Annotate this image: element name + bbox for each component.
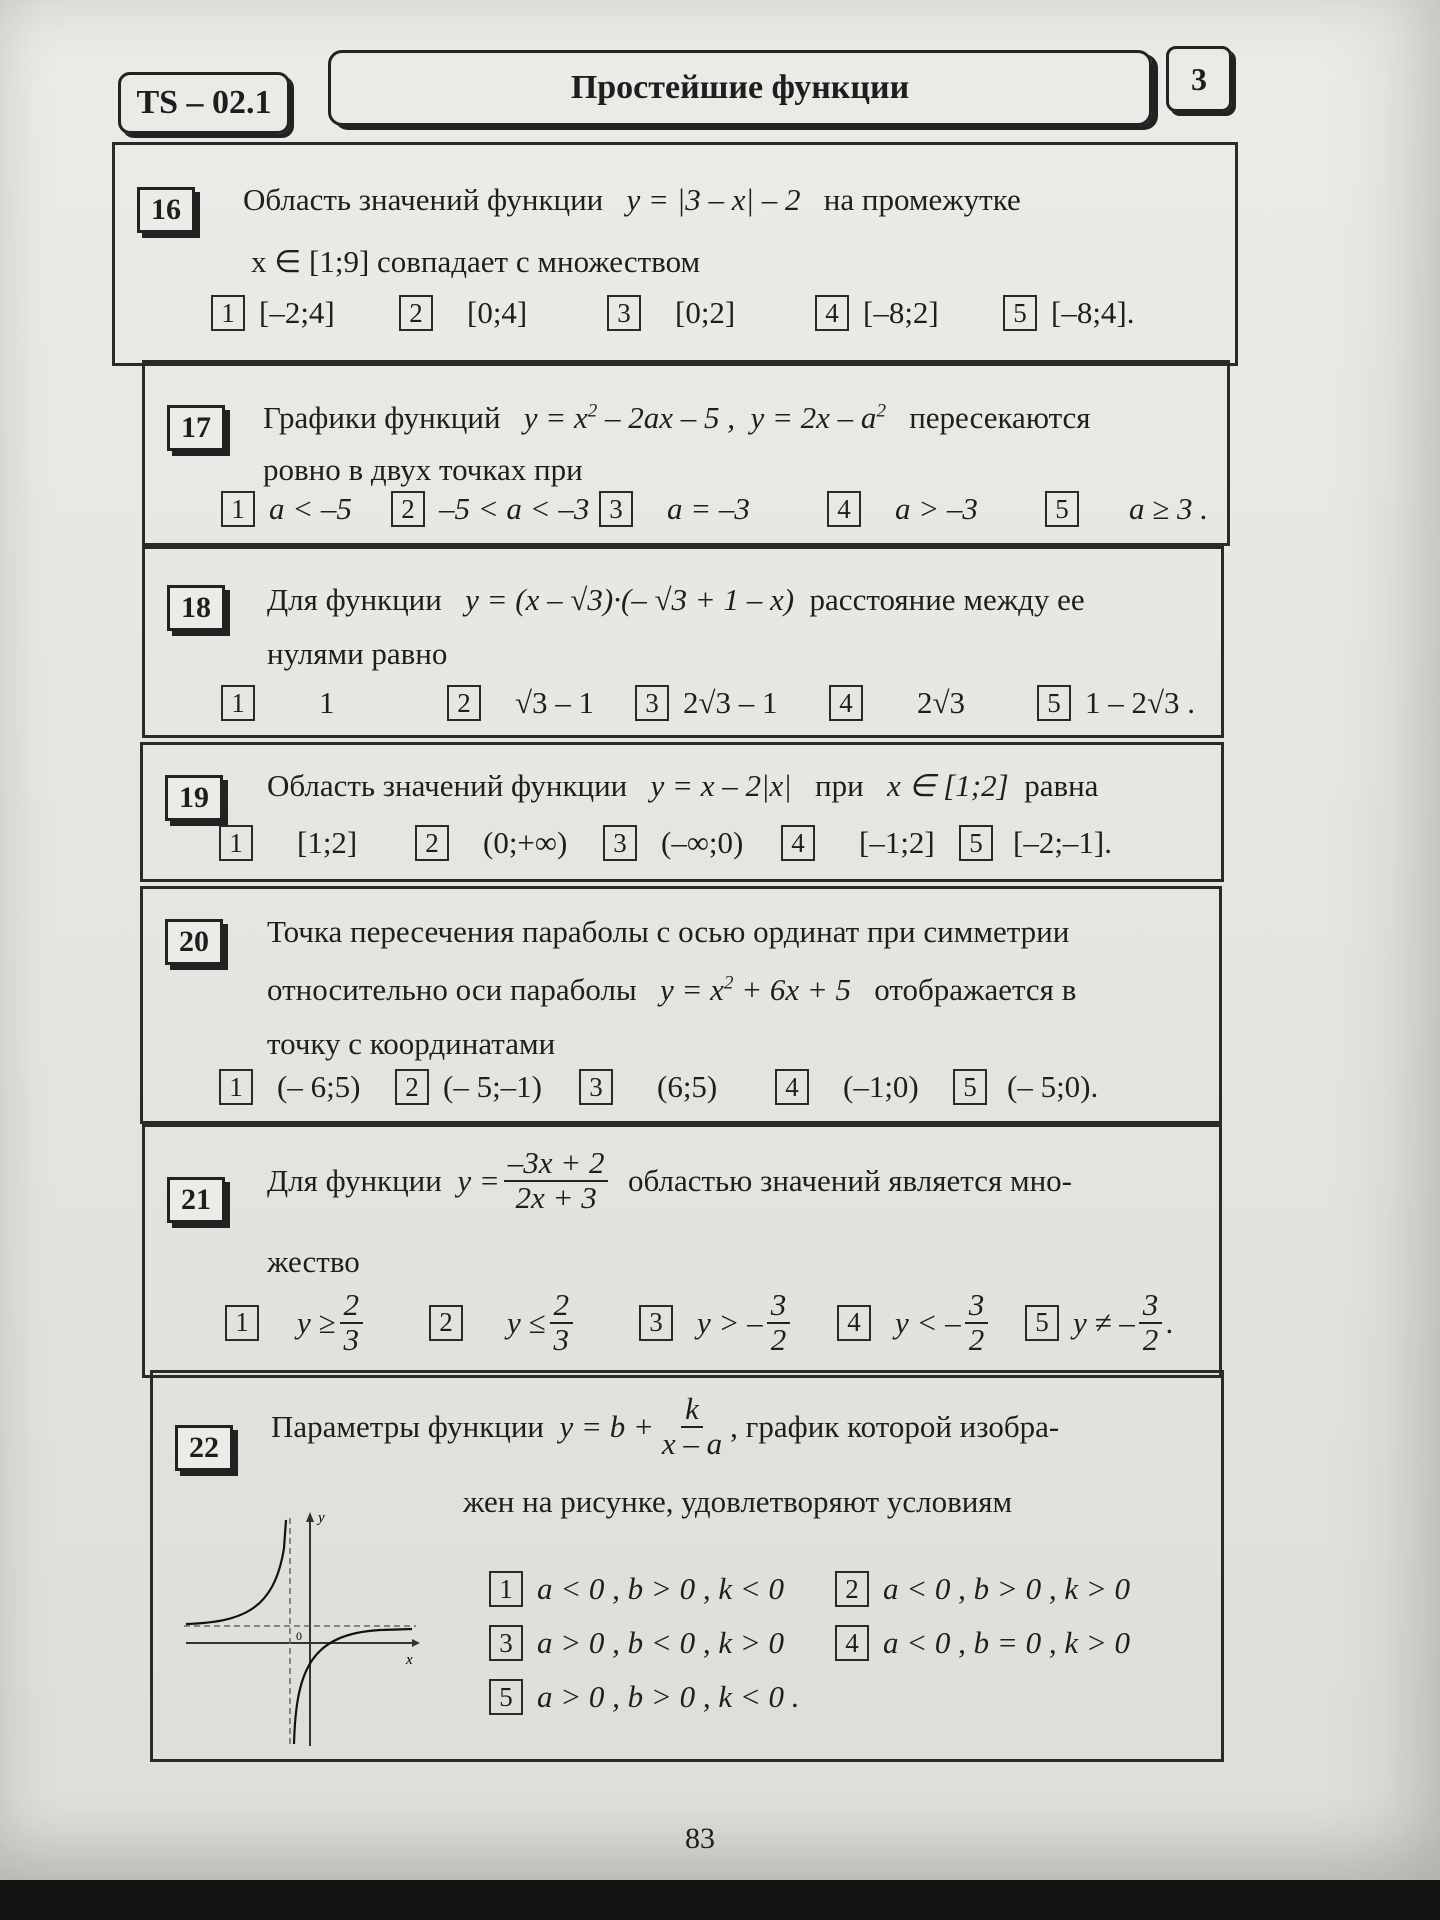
answer-number[interactable]: 2 <box>835 1571 869 1607</box>
background-table <box>0 1880 1440 1920</box>
function-formula: $y = x^2 + 6x + 5$ <box>660 972 852 1007</box>
page-number: 83 <box>685 1822 715 1855</box>
problem-text: x ∈ [1;9] совпадает с множеством <box>251 244 701 279</box>
answer-option: –5 < a < –3 <box>439 491 590 526</box>
problem-18 <box>142 546 1224 738</box>
answer-number[interactable]: 2 <box>429 1305 463 1341</box>
answer-option: (– 6;5) <box>277 1069 361 1104</box>
answer-option: [–2;4] <box>259 295 335 330</box>
answer-option: 1 <box>319 685 335 720</box>
answer-row <box>219 1069 1098 1105</box>
problem-number: 19 <box>165 775 223 821</box>
problem-text <box>267 1147 1072 1214</box>
problem-text: Точка пересечения параболы с осью ординат при симметрии <box>267 914 1070 949</box>
answer-option: [1;2] <box>297 825 358 860</box>
answer-row <box>211 295 1135 331</box>
function-formula: y = <box>457 1162 500 1198</box>
answer-option: (6;5) <box>657 1069 718 1104</box>
answer-option: a < 0 , b = 0 , k > 0 <box>883 1625 1131 1660</box>
answer-option: [0;4] <box>467 295 528 330</box>
problem-text-part: Для функции <box>267 1162 442 1198</box>
problem-text <box>263 399 1091 436</box>
answer-number[interactable]: 4 <box>781 825 815 861</box>
answer-number[interactable]: 4 <box>835 1625 869 1661</box>
hyperbola-right-branch <box>294 1629 412 1744</box>
answer-number[interactable]: 4 <box>829 685 863 721</box>
problem-16 <box>112 142 1238 366</box>
function-formula: y = (x – √3)·(– √3 + 1 – x) <box>465 582 795 617</box>
problem-20 <box>140 886 1222 1124</box>
problem-text: жен на рисунке, удовлетворяют условиям <box>463 1484 1013 1519</box>
answer-option: [–2;–1]. <box>1013 825 1113 860</box>
answer-number[interactable]: 4 <box>827 491 861 527</box>
hyperbola-left-branch <box>186 1520 286 1624</box>
section-number: 3 <box>1166 46 1232 112</box>
answer-number[interactable]: 1 <box>225 1305 259 1341</box>
hyperbola-graph <box>180 1508 420 1748</box>
problem-17 <box>142 360 1230 546</box>
answer-option: [–8;4]. <box>1051 295 1135 330</box>
answer-number[interactable]: 1 <box>221 685 255 721</box>
answer-number[interactable]: 2 <box>415 825 449 861</box>
answer-number[interactable]: 1 <box>219 1069 253 1105</box>
answer-number[interactable]: 3 <box>579 1069 613 1105</box>
function-fraction: $\frac{k}{x - a}$ <box>661 1391 723 1461</box>
problem-21 <box>142 1124 1222 1378</box>
answer-option: (–1;0) <box>843 1069 919 1104</box>
answer-row <box>219 825 1112 861</box>
page-title: Простейшие функции <box>328 50 1152 126</box>
problem-text-part: Для функции <box>267 582 442 617</box>
problem-number: 18 <box>167 585 225 631</box>
origin-label: 0 <box>296 1629 302 1643</box>
answer-number[interactable]: 1 <box>211 295 245 331</box>
answer-number[interactable]: 1 <box>219 825 253 861</box>
answer-option: (0;+∞) <box>483 825 568 860</box>
answer-number[interactable]: 2 <box>391 491 425 527</box>
answer-option: [–1;2] <box>859 825 935 860</box>
problem-number: 21 <box>167 1177 225 1223</box>
answer-number[interactable]: 4 <box>815 295 849 331</box>
answer-option: y > – $\frac{3}{2}$ <box>687 1289 837 1356</box>
problem-text-part: областью значений является мно- <box>627 1162 1072 1198</box>
answer-number[interactable]: 3 <box>603 825 637 861</box>
problem-text <box>267 971 1076 1008</box>
problem-number: 16 <box>137 187 195 233</box>
answer-option: a < –5 <box>269 491 352 526</box>
problem-text-part: относительно оси параболы <box>267 972 637 1007</box>
answer-row <box>489 1571 1130 1607</box>
answer-number[interactable]: 5 <box>959 825 993 861</box>
answer-row <box>489 1679 800 1715</box>
answer-option: a > 0 , b < 0 , k > 0 <box>537 1625 785 1660</box>
answer-number[interactable]: 2 <box>447 685 481 721</box>
y-axis-label: y <box>318 1510 325 1526</box>
problem-text-part: при <box>815 768 864 803</box>
problem-text-part: Область значений функции <box>243 182 604 217</box>
answer-row <box>221 685 1195 721</box>
answer-number[interactable]: 3 <box>607 295 641 331</box>
problem-number: 17 <box>167 405 225 451</box>
answer-option: y ≤ $\frac{2}{3}$ <box>477 1289 639 1356</box>
x-axis-arrow <box>412 1639 420 1647</box>
answer-option: y ≥ $\frac{2}{3}$ <box>273 1289 429 1356</box>
answer-number[interactable]: 5 <box>953 1069 987 1105</box>
answer-option: a ≥ 3 . <box>1129 491 1209 526</box>
answer-option: y < – $\frac{3}{2}$ <box>885 1289 1025 1356</box>
function-fraction: $\frac{-3x + 2}{2x + 3}$ <box>504 1147 609 1214</box>
answer-option: a < 0 , b > 0 , k > 0 <box>883 1571 1131 1606</box>
answer-option: √3 – 1 <box>515 685 595 720</box>
answer-option: (– 5;0). <box>1007 1069 1099 1104</box>
answer-number[interactable]: 2 <box>395 1069 429 1105</box>
problem-text <box>267 581 1085 618</box>
answer-number[interactable]: 5 <box>1003 295 1037 331</box>
answer-option: a > 0 , b > 0 , k < 0 . <box>537 1679 800 1714</box>
answer-row <box>225 1289 1174 1356</box>
answer-option: [–8;2] <box>863 295 939 330</box>
answer-number[interactable]: 3 <box>599 491 633 527</box>
answer-number[interactable]: 3 <box>639 1305 673 1341</box>
y-axis-arrow <box>306 1512 314 1522</box>
answer-option: a = –3 <box>667 491 750 526</box>
answer-number[interactable]: 5 <box>489 1679 523 1715</box>
x-axis-label: x <box>406 1652 413 1668</box>
answer-row <box>221 491 1208 527</box>
problem-text: точку с координатами <box>267 1026 556 1061</box>
problem-number: 22 <box>175 1425 233 1471</box>
answer-number[interactable]: 1 <box>221 491 255 527</box>
answer-number[interactable]: 1 <box>489 1571 523 1607</box>
problem-text <box>271 1393 1059 1460</box>
problem-text <box>243 181 1021 218</box>
test-code: TS – 02.1 <box>118 72 290 134</box>
problem-text-part: расстояние между ее <box>809 582 1085 617</box>
answer-number[interactable]: 4 <box>775 1069 809 1105</box>
problem-text-part: на промежутке <box>823 182 1021 217</box>
answer-option: 2√3 – 1 <box>683 685 778 720</box>
answer-number[interactable]: 4 <box>837 1305 871 1341</box>
answer-option: [0;2] <box>675 295 736 330</box>
problem-text-part: пересекаются <box>909 400 1091 435</box>
answer-option: 2√3 <box>917 685 966 720</box>
domain-formula: x ∈ [1;2] <box>886 768 1009 803</box>
answer-number[interactable]: 2 <box>399 295 433 331</box>
problem-text: нулями равно <box>267 636 448 671</box>
answer-option: 1 – 2√3 . <box>1085 685 1196 720</box>
function-formula: y = |3 – x| – 2 <box>626 182 801 217</box>
problem-text-part: Графики функций <box>263 400 501 435</box>
answer-number[interactable]: 5 <box>1037 685 1071 721</box>
function-formula: y = b + <box>559 1408 654 1444</box>
answer-row <box>489 1625 1130 1661</box>
problem-text-part: , график которой изобра- <box>730 1408 1060 1444</box>
problem-text <box>267 767 1098 804</box>
answer-option: (–∞;0) <box>661 825 744 860</box>
function-formula: y = x – 2|x| <box>650 768 792 803</box>
answer-option: a < 0 , b > 0 , k < 0 <box>537 1571 785 1606</box>
answer-number[interactable]: 5 <box>1025 1305 1059 1341</box>
problem-text-part: равна <box>1024 768 1099 803</box>
answer-option: (– 5;–1) <box>443 1069 543 1104</box>
problem-text-part: Область значений функции <box>267 768 628 803</box>
problem-text: жество <box>267 1244 360 1279</box>
answer-option: y ≠ – $\frac{3}{2}$ . <box>1073 1287 1175 1357</box>
problem-number: 20 <box>165 919 223 965</box>
answer-option: a > –3 <box>895 491 978 526</box>
answer-number[interactable]: 5 <box>1045 491 1079 527</box>
problem-19 <box>140 742 1224 882</box>
answer-number[interactable]: 3 <box>635 685 669 721</box>
problem-text: ровно в двух точках при <box>263 452 583 487</box>
function-formula: $y = x^2 - 2ax - 5$ , $y = 2x - a^2$ <box>523 400 886 435</box>
problem-text-part: отображается в <box>874 972 1077 1007</box>
answer-number[interactable]: 3 <box>489 1625 523 1661</box>
problem-text-part: Параметры функции <box>271 1408 545 1444</box>
